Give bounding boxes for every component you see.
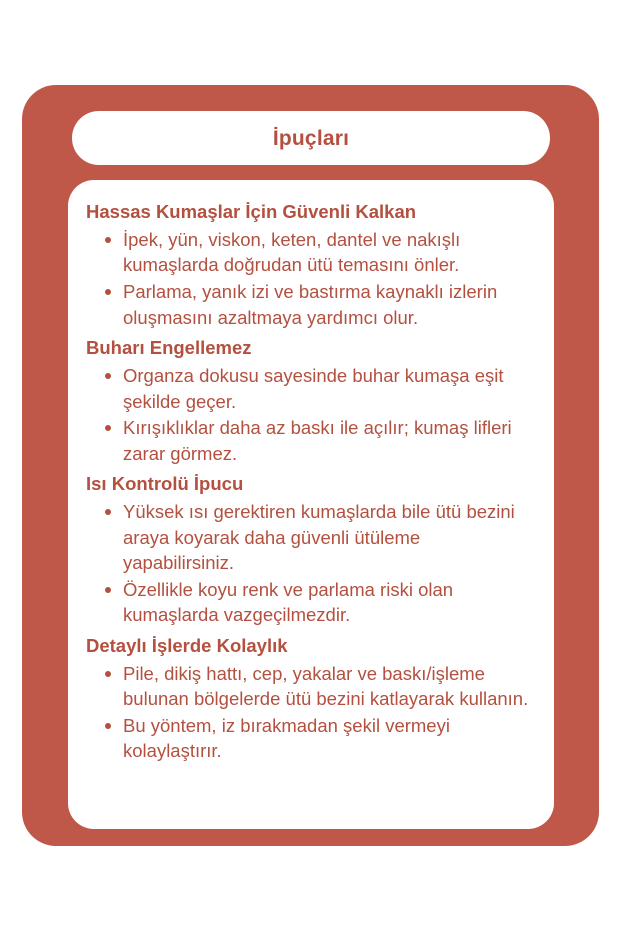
list-item-text: Bu yöntem, iz bırakmadan şekil vermeyi kolaylaştırır.	[123, 714, 450, 762]
list-item	[86, 661, 532, 712]
section-bullet-list	[86, 661, 532, 764]
list-item-text: Pile, dikiş hattı, cep, yakalar ve baskı/işleme bulunan bölgelerde ütü bezini katlayarak kullanın.	[123, 662, 529, 710]
section-heading: Buharı Engellemez	[86, 337, 252, 359]
section-bullet-list	[86, 363, 532, 466]
list-item	[86, 227, 532, 278]
tips-card-title-pill	[72, 111, 550, 165]
list-item-text: Kırışıklıklar daha az baskı ile açılır; kumaş lifleri zarar görmez.	[123, 417, 512, 464]
list-item-text: Parlama, yanık izi ve bastırma kaynaklı izlerin oluşmasını azaltmaya yardımcı olur.	[123, 281, 498, 328]
tips-section	[86, 336, 532, 466]
bullet-dot-icon	[105, 425, 111, 431]
list-item	[86, 499, 532, 576]
bullet-dot-icon	[105, 373, 111, 379]
section-bullet-list	[86, 227, 532, 330]
list-item-text: Yüksek ısı gerektiren kumaşlarda bile ütü bezini araya koyarak daha güvenli ütüleme yapabilirsiniz.	[123, 501, 515, 574]
tips-section	[86, 472, 532, 628]
tips-section	[86, 634, 532, 764]
tips-content-panel	[68, 180, 554, 829]
bullet-dot-icon	[105, 723, 111, 729]
list-item	[86, 415, 532, 466]
tips-section	[86, 200, 532, 330]
bullet-dot-icon	[105, 289, 111, 295]
page-title: İpuçları	[272, 126, 350, 150]
bullet-dot-icon	[105, 509, 111, 515]
section-bullet-list	[86, 499, 532, 628]
list-item-text: Organza dokusu sayesinde buhar kumaşa eşit şekilde geçer.	[123, 365, 504, 412]
list-item	[86, 279, 532, 330]
section-heading: Isı Kontrolü İpucu	[86, 473, 244, 495]
section-heading: Hassas Kumaşlar İçin Güvenli Kalkan	[86, 201, 417, 222]
section-heading: Detaylı İşlerde Kolaylık	[86, 634, 288, 656]
bullet-dot-icon	[105, 587, 111, 593]
bullet-dot-icon	[105, 237, 111, 243]
list-item	[86, 713, 532, 764]
list-item-text: İpek, yün, viskon, keten, dantel ve nakışlı kumaşlarda doğrudan ütü temasını önler.	[123, 228, 461, 276]
bullet-dot-icon	[105, 671, 111, 677]
list-item	[86, 577, 532, 628]
list-item-text: Özellikle koyu renk ve parlama riski olan kumaşlarda vazgeçilmezdir.	[123, 578, 454, 626]
list-item	[86, 363, 532, 414]
